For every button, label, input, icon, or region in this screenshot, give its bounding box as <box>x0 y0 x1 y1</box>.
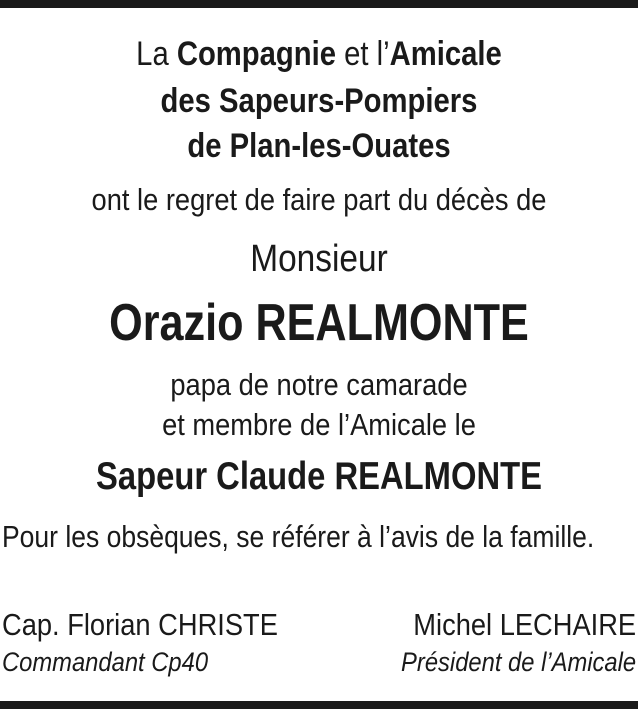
signature-right <box>401 609 636 676</box>
header-compagnie: Compagnie <box>176 35 337 73</box>
header-line-2: des Sapeurs-Pompiers <box>160 82 478 120</box>
bottom-border-rule <box>0 701 638 709</box>
member-name: Sapeur Claude REALMONTE <box>96 455 542 498</box>
header-line-1 <box>45 37 594 71</box>
deceased-honorific: Monsieur <box>250 238 388 280</box>
funeral-note: Pour les obsèques, se référer à l’avis de la famille. <box>2 519 595 554</box>
signature-right-title: Président de l’Amicale <box>400 647 636 677</box>
relation-line-1: papa de notre camarade <box>170 367 468 402</box>
header-amicale: Amicale <box>389 35 502 73</box>
relation-line-2: et membre de l’Amicale le <box>162 407 476 442</box>
signature-right-name: Michel LECHAIRE <box>413 607 636 642</box>
header-la: La <box>136 35 177 73</box>
deceased-name: Orazio REALMONTE <box>109 294 529 352</box>
announcement-text: ont le regret de faire part du décès de <box>91 182 547 217</box>
signature-left-name: Cap. Florian CHRISTE <box>2 607 278 642</box>
top-border-rule <box>0 0 638 8</box>
header-line-3: de Plan-les-Ouates <box>187 127 451 165</box>
header-et: et l’ <box>336 35 390 73</box>
signature-left-title: Commandant Cp40 <box>2 647 209 677</box>
signature-left <box>2 609 278 676</box>
